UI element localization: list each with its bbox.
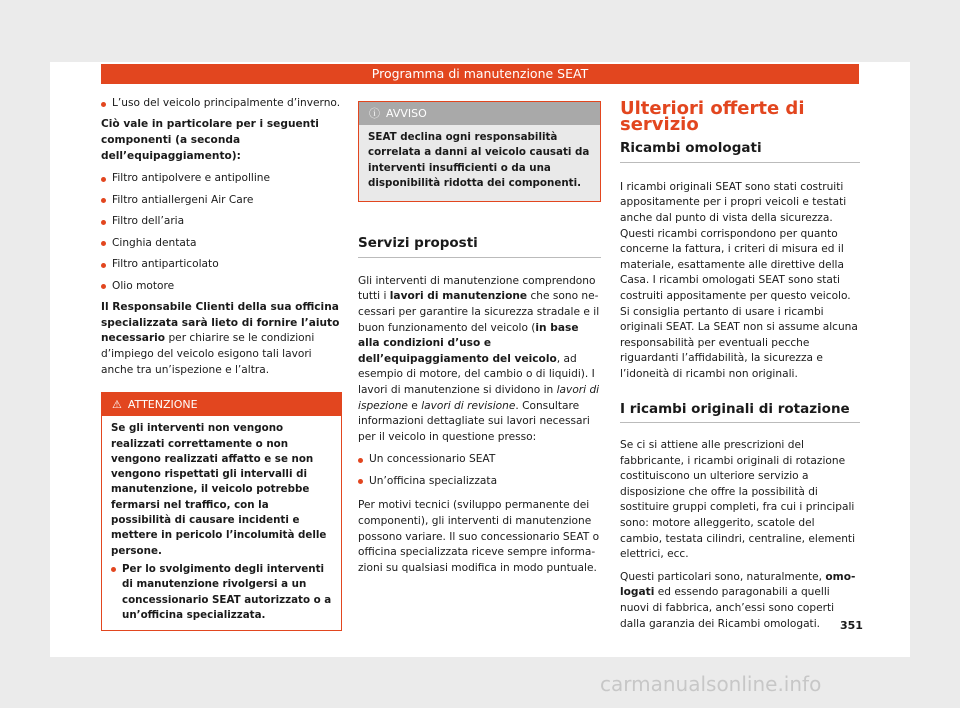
- text-span: Questi particolari sono, naturalmente,: [620, 570, 826, 583]
- motivi-paragraph: Per motivi tecnici (sviluppo permanente dei componenti), gli interventi di manutenzione possono variare. Il suo concessionario SEAT o officina specializzata riceve sempre informazioni su qualsiasi modifica in modo puntuale.: [358, 499, 600, 574]
- list-item: Filtro antiparticolato: [101, 257, 342, 273]
- warning-bullet: Per lo svolgimento degli interventi di manutenzione rivolgersi a un concessionario SEAT autorizzato o a un’officina specializzata.: [111, 562, 332, 623]
- list-item: Filtro antiallergeni Air Care: [101, 193, 342, 209]
- paragraph-text: per chiarire se le condizioni d’impiego del veicolo esigono tali lavori anche tra un’ispezione e l’altra.: [101, 332, 315, 376]
- list-item: Cinghia dentata: [101, 236, 342, 252]
- list-item: L’uso del veicolo principalmente d’inverno.: [101, 96, 342, 112]
- notice-box-title: [359, 102, 600, 125]
- notice-text: SEAT declina ogni responsabilità correlata a danni al veicolo causati da interventi insufficienti o da una disponibilità ridotta dei componenti.: [368, 131, 590, 189]
- text-span-bold: lavori di manutenzione: [389, 290, 528, 303]
- text-span: , ad esempio di motore, del cambio o di liquidi). I lavori di manutenzione si dividono in: [358, 352, 595, 396]
- warning-icon: ⚠: [112, 398, 122, 412]
- chapter-title: Ulteriori offerte di servizio: [620, 98, 805, 135]
- text-span: ed essendo paragonabili a quelli nuovi di fabbrica, anch’essi sono coperti dalla garanzia dei Ricambi omologati.: [620, 586, 835, 630]
- omologati-paragraph: [620, 570, 860, 632]
- section-heading-rotazione: I ricambi originali di rotazione: [620, 402, 860, 424]
- info-icon: ⓘ: [369, 107, 380, 120]
- warning-box: [101, 392, 342, 631]
- page-header: Programma di manutenzione SEAT: [101, 64, 859, 84]
- text-span: . Consultare informazioni dettagliate sui lavori necessari per il veicolo in questione presso:: [358, 399, 590, 443]
- text-span-bold: omologati: [620, 570, 856, 599]
- column-middle: [358, 101, 601, 583]
- notice-box-body: [359, 125, 600, 201]
- paragraph-bold-text: Il Responsabile Clienti della sua officina specializzata sarà lieto di fornire l’aiuto necessario: [101, 301, 340, 345]
- text-span-italic: lavori di ispezione: [358, 383, 600, 412]
- section-heading-ricambi: Ricambi omologati: [620, 141, 860, 163]
- warning-title-text: ATTENZIONE: [127, 398, 198, 412]
- list-item: Un concessionario SEAT: [358, 452, 601, 468]
- column-right: [620, 98, 860, 639]
- rotazione-paragraph: Se ci si attiene alle prescrizioni del fabbricante, i ricambi originali di rotazione costituiscono un ulteriore servizio a disposizione che offre la possibilità di sostituire gruppi completi, fra cui i principali sono: motore alleggerito, scatole del cambio, testata cilindri, centraline, elementi elettrici, ecc.: [620, 439, 856, 561]
- list-item: Un’officina specializzata: [358, 474, 601, 490]
- servizi-paragraph: [358, 274, 601, 446]
- column-left: [101, 96, 342, 631]
- footer-watermark: carmanualsonline.info: [600, 672, 822, 696]
- ricambi-paragraph: I ricambi originali SEAT sono stati costruiti appositamente per i propri veicoli e testati anche dal punto di vista della sicurezza. Questi ricambi corrispondono per quanto concerne la fattura, i criteri di misura ed il materiale, esattamente alle direttive della Casa. I ricambi omologati SEAT sono stati costruiti appositamente per questo veicolo. Si consiglia pertanto di usare i ricambi originali SEAT. La SEAT non si assume alcuna responsabilità per eventuali pecche riguardanti l’affidabilità, la sicurezza e l’idoneità di ricambi non originali.: [620, 180, 858, 380]
- warning-text: Se gli interventi non vengono realizzati correttamente o non vengono realizzati affatto e se non vengono rispettati gli intervalli di manutenzione, il veicolo potrebbe fermarsi nel traffico, con la possibilità di causare incidenti e mettere in pericolo l’incolumità delle persone.: [111, 422, 327, 557]
- responsabile-paragraph: [101, 300, 342, 378]
- text-span: che sono necessari per garantire la sicurezza stradale e il buon funzionamento del veicolo (: [358, 290, 600, 334]
- notice-title-text: AVVISO: [386, 107, 427, 120]
- warning-box-title: [102, 393, 341, 416]
- text-span-italic: lavori di revisione: [421, 399, 516, 412]
- warning-box-body: [102, 416, 341, 630]
- list-item: Filtro dell’aria: [101, 214, 342, 230]
- text-span: e: [407, 399, 422, 412]
- list-item: Olio motore: [101, 279, 342, 295]
- text-span-bold: in base alla condizioni d’uso e dell’equipaggiamento del veicolo: [358, 321, 579, 365]
- intro-paragraph: Ciò vale in particolare per i seguenti componenti (a seconda dell’equipaggiamento):: [101, 118, 319, 162]
- list-item: Filtro antipolvere e antipolline: [101, 171, 342, 187]
- page-number: 351: [840, 619, 863, 632]
- text-span: Gli interventi di manutenzione comprendono tutti i: [358, 274, 596, 303]
- section-heading-servizi: Servizi proposti: [358, 236, 601, 258]
- notice-box: [358, 101, 601, 202]
